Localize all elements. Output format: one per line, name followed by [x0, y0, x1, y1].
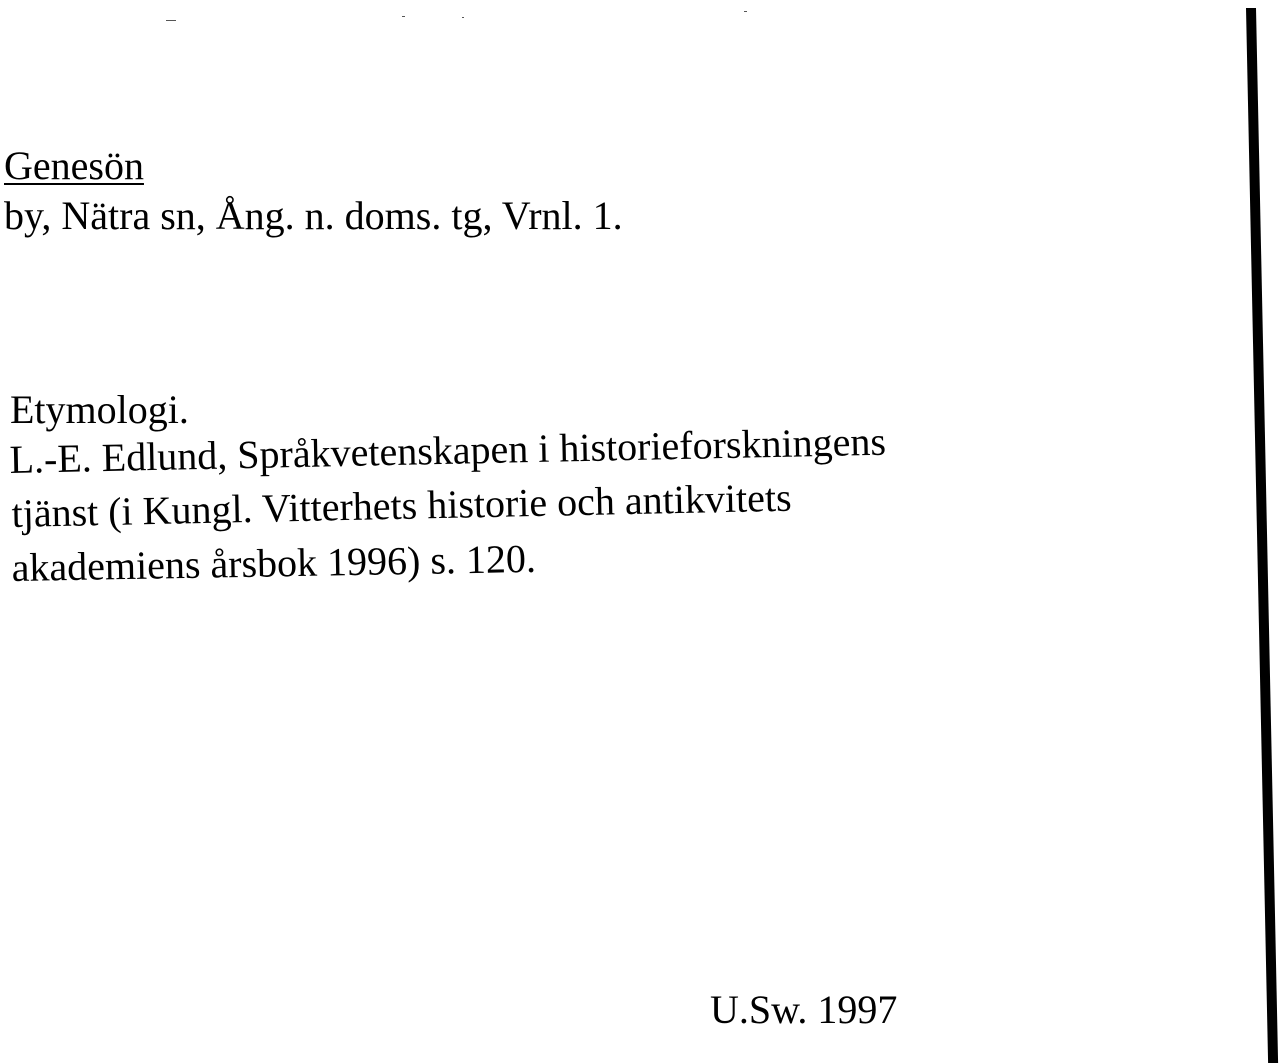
scan-speck [166, 20, 176, 21]
section-label-etymology: Etymologi. [10, 387, 189, 432]
scan-speck [402, 16, 405, 17]
scan-speck [462, 17, 464, 18]
location-line: by, Nätra sn, Ång. n. doms. tg, Vrnl. 1. [4, 193, 623, 238]
scan-speck [744, 11, 747, 12]
reference-line: tjänst (i Kungl. Vitterhets historie och antikvitets [11, 474, 792, 536]
reference-line: L.-E. Edlund, Språkvetenskapen i historieforskningens [9, 418, 887, 482]
card-edge-line [1246, 8, 1278, 1063]
headword: Genesön [4, 143, 144, 188]
reference-line: akademiens årsbok 1996) s. 120. [11, 535, 537, 590]
signature: U.Sw. 1997 [710, 987, 898, 1032]
